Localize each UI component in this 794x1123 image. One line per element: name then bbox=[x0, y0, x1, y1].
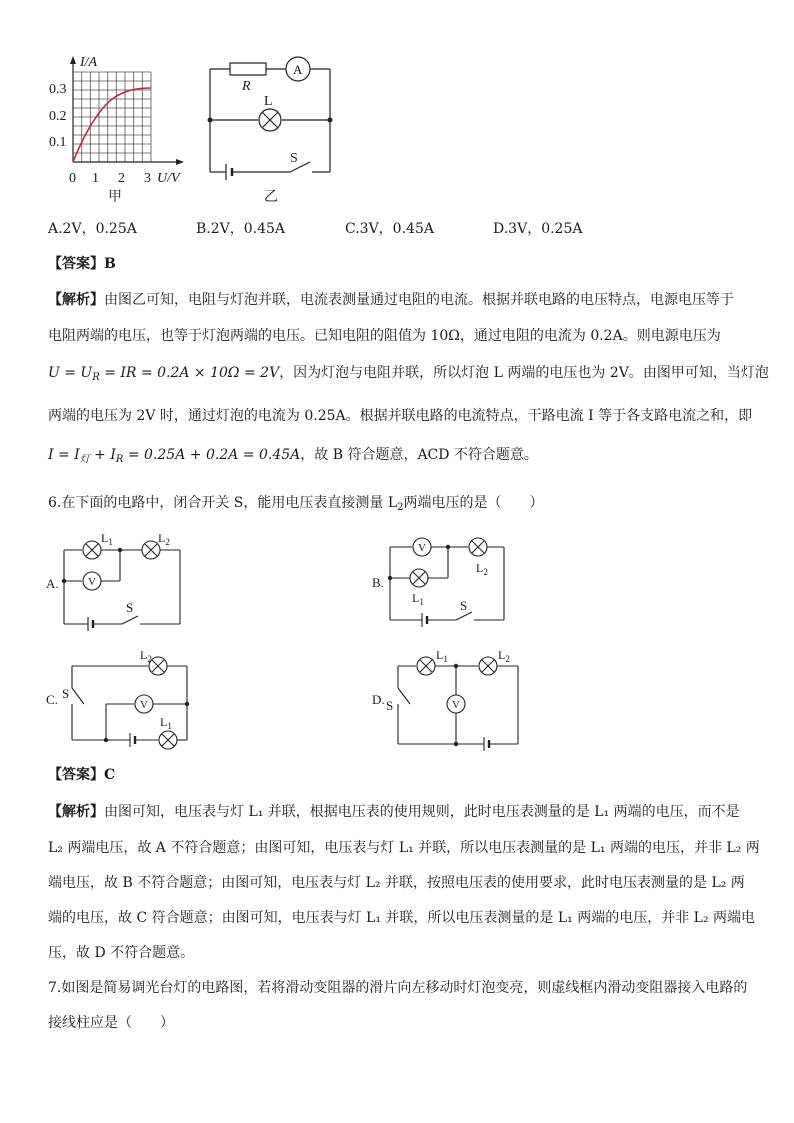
q5-analysis-line2: 电阻两端的电压，也等于灯泡两端的电压。已知电阻的阻值为 10Ω，通过电阻的电流为 0.2A。则电源电压为 bbox=[48, 328, 721, 344]
q6-analysis-line1: 【解析】由图可知，电压表与灯 L₁ 并联，根据电压表的使用规则，此时电压表测量的是 L₁ 两端的电压，而不是 bbox=[48, 804, 740, 820]
formula-2: $I = I_灯 + I_R = 0.25A + 0.2A = 0.45A$ bbox=[48, 447, 301, 465]
circuit-d bbox=[368, 646, 528, 756]
v-meter: V bbox=[88, 576, 96, 588]
q7-stem-line1: 7.如图是简易调光台灯的电路图，若将滑动变阻器的滑片向左移动时灯泡变亮，则虚线框内滑动变阻器接入电路的 bbox=[48, 980, 748, 996]
option-b: B.2V，0.45A bbox=[196, 221, 286, 237]
svg-text:L1: $L_1$ bbox=[101, 531, 113, 547]
q5-analysis-line3: $U = U_R$ = IR = 0.2A × 10Ω = 2V，因为灯泡与电阻并联，所以灯泡 L 两端的电压也为 2V。由图甲可知，当灯泡 bbox=[48, 365, 769, 383]
option-d: D.3V，0.25A bbox=[493, 221, 583, 237]
label-a: A bbox=[293, 62, 303, 77]
label-A: A. bbox=[46, 576, 59, 591]
q7-stem-line2: 接线柱应是（ ） bbox=[48, 1015, 174, 1031]
q5-analysis-line4: 两端的电压为 2V 时，通过灯泡的电流为 0.25A。根据并联电路的电流特点，干路电流 I 等于各支路电流之和，即 bbox=[48, 408, 753, 424]
q6-answer: 【答案】C bbox=[48, 767, 116, 783]
svg-text:S: S bbox=[126, 600, 134, 615]
label-C: C. bbox=[46, 692, 58, 707]
q5-analysis-line5: $I = I_灯 + I_R = 0.25A + 0.2A = 0.45A$，故 B 符合题意，ACD 不符合题意。 bbox=[48, 447, 538, 465]
label-D: D. bbox=[372, 692, 385, 707]
y-axis-label: I/A bbox=[80, 55, 98, 70]
label-s: S bbox=[290, 151, 298, 166]
x-tick-2: 2 bbox=[118, 171, 125, 186]
q6-analysis-line4: 端的电压，故 C 符合题意；由图可知，电压表与灯 L₁ 并联，所以电压表测量的是 L₁ 两端的电压，并非 L₂ 两端电 bbox=[48, 910, 756, 926]
option-a: A.2V，0.25A bbox=[48, 221, 137, 237]
analysis-label: 【解析】 bbox=[48, 292, 104, 308]
figure-yi-caption: 乙 bbox=[264, 190, 278, 205]
figure-jia bbox=[40, 52, 200, 212]
x-tick-1: 1 bbox=[92, 171, 99, 186]
x-axis-label: U/V bbox=[157, 171, 180, 186]
svg-text:V: V bbox=[452, 699, 460, 711]
svg-text:L1: $L_1$ bbox=[436, 648, 448, 664]
y-tick-0.3: 0.3 bbox=[49, 82, 67, 97]
svg-text:L2: $L_2$ bbox=[498, 648, 510, 664]
label-r: R bbox=[242, 79, 251, 94]
q6-analysis-line3: 端电压，故 B 不符合题意；由图可知，电压表与灯 L₂ 并联，按照电压表的使用要求，此时电压表测量的是 L₂ 两 bbox=[48, 875, 745, 891]
svg-text:S: S bbox=[62, 686, 70, 701]
figure-jia-caption: 甲 bbox=[108, 190, 122, 205]
svg-text:V: V bbox=[140, 699, 148, 711]
figure-yi bbox=[200, 52, 350, 212]
x-tick-0: 0 bbox=[69, 171, 76, 186]
svg-text:S: S bbox=[460, 598, 468, 613]
label-B: B. bbox=[372, 575, 384, 590]
q5-answer: 【答案】B bbox=[48, 256, 116, 272]
q6-analysis-line5: 压，故 D 不符合题意。 bbox=[48, 945, 195, 961]
circuit-b bbox=[368, 530, 518, 634]
y-tick-0.2: 0.2 bbox=[49, 109, 67, 124]
analysis-text: 由图乙可知，电阻与灯泡并联，电流表测量通过电阻的电流。根据并联电路的电压特点，电源电压等于 bbox=[104, 292, 734, 308]
option-c: C.3V，0.45A bbox=[345, 221, 434, 237]
svg-text:L2: $L_2$ bbox=[158, 531, 170, 547]
svg-text:L2: $L_2$ bbox=[140, 648, 152, 664]
formula-1: $U = U_R$ = IR = 0.2A × 10Ω = 2V bbox=[48, 365, 280, 383]
label-l: L bbox=[264, 94, 273, 109]
y-tick-0.1: 0.1 bbox=[49, 135, 67, 150]
q6-analysis-line2: L₂ 两端电压，故 A 不符合题意；由图可知，电压表与灯 L₁ 并联，所以电压表测量的是 L₁ 两端的电压，并非 L₂ 两 bbox=[48, 840, 760, 856]
q5-analysis-line1 bbox=[48, 290, 748, 310]
circuit-a bbox=[44, 530, 194, 634]
q6-stem: 6.在下面的电路中，闭合开关 S，能用电压表直接测量 $L_2$两端电压的是（ ） bbox=[48, 495, 544, 513]
circuit-c bbox=[44, 646, 204, 756]
x-tick-3: 3 bbox=[144, 171, 151, 186]
svg-text:S: S bbox=[386, 698, 394, 713]
svg-text:V: V bbox=[418, 542, 426, 554]
svg-text:L2: $L_2$ bbox=[476, 561, 488, 577]
svg-text:L1: $L_1$ bbox=[160, 715, 172, 731]
svg-text:L1: $L_1$ bbox=[412, 591, 424, 607]
